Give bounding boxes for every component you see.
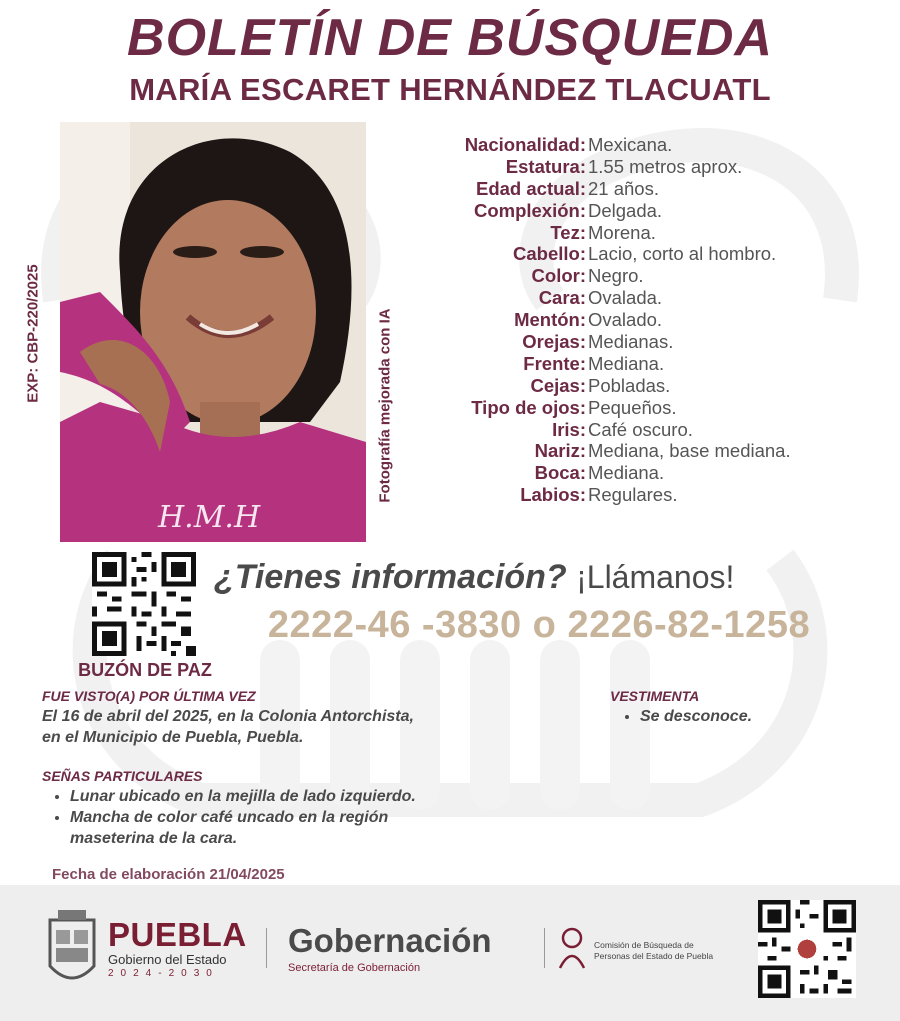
gobernacion-subtitle: Secretaría de Gobernación <box>288 962 421 974</box>
elaboration-date: Fecha de elaboración 21/04/2025 <box>52 866 285 883</box>
last-seen-heading: FUE VISTO(A) POR ÚLTIMA VEZ <box>42 688 256 704</box>
trait-label: Boca: <box>534 462 586 484</box>
trait-row <box>400 309 870 331</box>
trait-label: Edad actual: <box>476 177 586 199</box>
trait-label: Cara: <box>538 287 586 309</box>
trait-label: Nariz: <box>534 440 586 462</box>
buzon-label: BUZÓN DE PAZ <box>78 660 212 680</box>
trait-label: Tipo de ojos: <box>471 396 586 418</box>
gobernacion-logo-text: Gobernación <box>288 922 492 959</box>
trait-value: Delgada. <box>588 199 663 221</box>
comision-text: Comisión de Búsqueda de Personas del Estado de Puebla <box>594 940 714 961</box>
trait-label: Complexión: <box>473 199 586 221</box>
photo-note <box>370 282 400 528</box>
trait-row <box>400 178 870 200</box>
bulletin-title: BOLETÍN DE BÚSQUEDA <box>127 9 773 67</box>
trait-row <box>400 287 870 309</box>
trait-value: Regulares. <box>588 484 678 506</box>
trait-row <box>400 222 870 244</box>
trait-value: Lacio, corto al hombro. <box>588 243 777 265</box>
footer-divider <box>266 928 267 968</box>
expediente-text: EXP: CBP-220/2025 <box>24 263 42 403</box>
info-question: ¿Tienes información? <box>214 558 567 596</box>
footer-divider <box>544 928 545 968</box>
trait-value: 21 años. <box>588 177 659 199</box>
clothing-heading: VESTIMENTA <box>610 688 700 704</box>
shirt-text: H.M.H <box>158 500 261 535</box>
puebla-years: 2024-2030 <box>108 968 219 979</box>
trait-value: Mediana, base mediana. <box>588 440 791 462</box>
trait-value: Mediana. <box>588 352 665 374</box>
clothing-item: • Se desconoce. <box>640 706 862 727</box>
person-photo <box>60 122 366 542</box>
marks-heading: SEÑAS PARTICULARES <box>42 768 203 784</box>
trait-label: Cejas: <box>530 374 586 396</box>
traits-list <box>400 134 870 506</box>
call-to-action: ¡Llámanos! <box>576 559 735 595</box>
info-line <box>214 558 874 597</box>
mark-item: • Mancha de color café uncado en la región maseterina de la cara. <box>70 807 450 849</box>
trait-label: Iris: <box>552 418 586 440</box>
marks-list <box>52 786 512 849</box>
trait-label: Orejas: <box>522 330 586 352</box>
trait-row <box>400 440 870 462</box>
trait-label: Labios: <box>520 484 586 506</box>
trait-row <box>400 134 870 156</box>
trait-value: Pequeños. <box>588 396 677 418</box>
trait-value: Mediana. <box>588 462 665 484</box>
trait-row <box>400 462 870 484</box>
trait-value: Mexicana. <box>588 133 673 155</box>
trait-row <box>400 375 870 397</box>
missing-person-name: MARÍA ESCARET HERNÁNDEZ TLACUATL <box>129 72 771 107</box>
trait-row <box>400 243 870 265</box>
trait-label: Mentón: <box>514 309 586 331</box>
trait-row <box>400 156 870 178</box>
trait-label: Cabello: <box>513 243 586 265</box>
mark-item: • Lunar ubicado en la mejilla de lado izquierdo. <box>70 786 512 807</box>
expediente-label <box>18 248 48 418</box>
trait-label: Frente: <box>523 352 586 374</box>
last-seen-line: en el Municipio de Puebla, Puebla. <box>42 729 304 746</box>
trait-value: Ovalado. <box>588 309 663 331</box>
trait-row <box>400 331 870 353</box>
state-coat-of-arms-icon <box>44 906 100 992</box>
trait-label: Nacionalidad: <box>464 133 586 155</box>
puebla-logo-text: PUEBLA <box>108 916 247 953</box>
trait-label: Tez: <box>550 221 586 243</box>
trait-value: Morena. <box>588 221 656 243</box>
trait-row <box>400 419 870 441</box>
puebla-subtitle: Gobierno del Estado <box>108 952 227 967</box>
buzon-qr-code[interactable] <box>92 552 196 656</box>
trait-value: Negro. <box>588 265 644 287</box>
trait-row <box>400 484 870 506</box>
trait-row <box>400 353 870 375</box>
last-seen-text <box>42 706 502 748</box>
trait-label: Color: <box>531 265 586 287</box>
phone-numbers[interactable]: 2222-46 -3830 o 2226-82-1258 <box>267 604 811 646</box>
last-seen-line: El 16 de abril del 2025, en la Colonia Antorchista, <box>42 708 414 725</box>
clothing-list <box>622 706 862 727</box>
comision-qr-code[interactable] <box>758 900 856 998</box>
trait-value: Ovalada. <box>588 287 663 309</box>
trait-value: 1.55 metros aprox. <box>588 155 743 177</box>
trait-value: Pobladas. <box>588 374 671 396</box>
trait-value: Café oscuro. <box>588 418 693 440</box>
trait-value: Medianas. <box>588 330 674 352</box>
trait-row <box>400 397 870 419</box>
trait-row <box>400 265 870 287</box>
photo-note-text: Fotografía mejorada con IA <box>376 307 394 503</box>
trait-row <box>400 200 870 222</box>
comision-logo-icon <box>556 926 588 970</box>
trait-label: Estatura: <box>505 155 586 177</box>
